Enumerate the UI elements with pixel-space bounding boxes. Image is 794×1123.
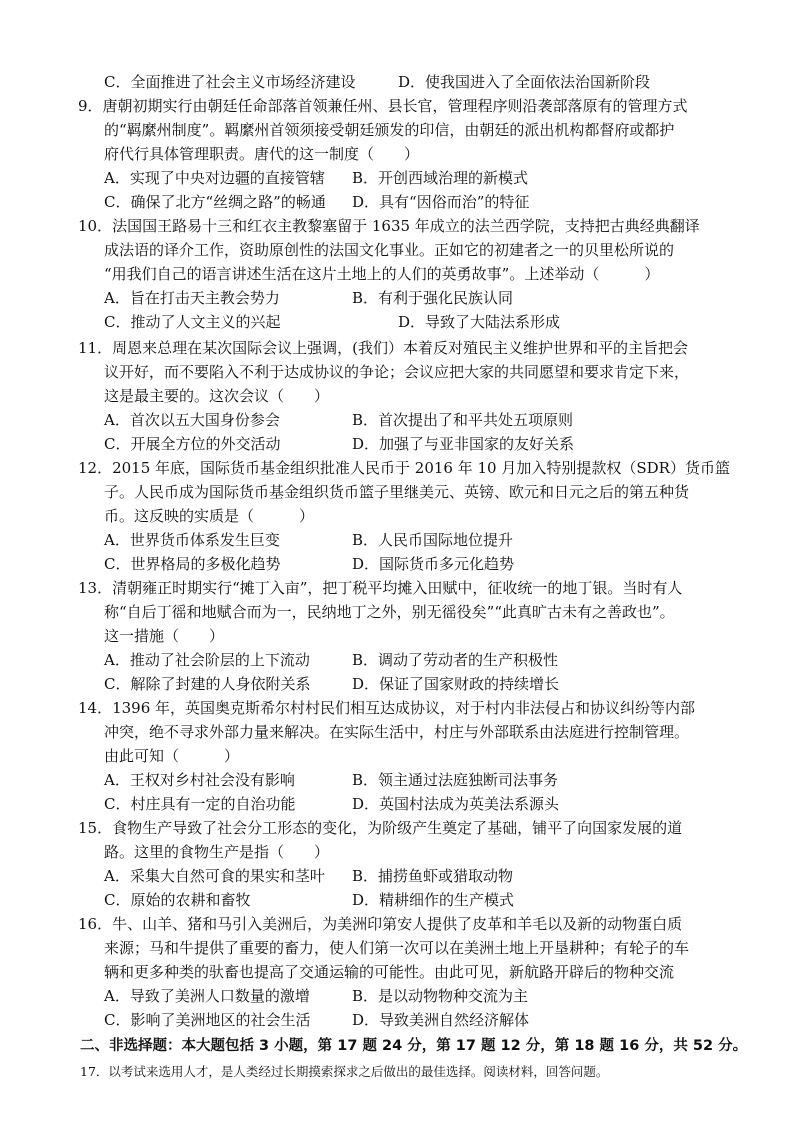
q14-option-a: A．王权对乡村社会没有影响 bbox=[104, 771, 295, 789]
q15-option-a: A．采集大自然可食的果实和茎叶 bbox=[104, 867, 325, 885]
q9-stem-line-2: 的“羁縻州制度”。羁縻州首领须接受朝廷颁发的印信，由朝廷的派出机构都督府或都护 bbox=[104, 121, 675, 139]
q15-option-c: C．原始的农耕和畜牧 bbox=[104, 891, 251, 909]
q12-option-c: C．世界格局的多极化趋势 bbox=[104, 555, 281, 573]
q13-option-b: B．调动了劳动者的生产积极性 bbox=[352, 651, 559, 669]
q10-stem-line-1: 10．法国国王路易十三和红衣主教黎塞留于 1635 年成立的法兰西学院，支持把古典经典翻译 bbox=[78, 217, 700, 235]
q10-stem-line-2: 成法语的译介工作，资助原创性的法国文化事业。正如它的初建者之一的贝里松所说的 bbox=[104, 241, 675, 259]
q11-option-c: C．开展全方位的外交活动 bbox=[104, 435, 281, 453]
q15-stem-line-1: 15．食物生产导致了社会分工形态的变化，为阶级产生奠定了基础，铺平了向国家发展的道 bbox=[78, 819, 683, 837]
q16-option-a: A．导致了美洲人口数量的激增 bbox=[104, 987, 310, 1005]
q16-option-c: C．影响了美洲地区的社会生活 bbox=[104, 1011, 311, 1029]
q9-option-b: B．开创西域治理的新模式 bbox=[352, 169, 529, 187]
q12-option-b: B．人民币国际地位提升 bbox=[352, 531, 514, 549]
q11-option-d: D．加强了与亚非国家的友好关系 bbox=[352, 435, 575, 453]
q16-stem-line-1: 16．牛、山羊、猪和马引入美洲后，为美洲印第安人提供了皮革和羊毛以及新的动物蛋白质 bbox=[78, 915, 683, 933]
q11-option-b: B．首次提出了和平共处五项原则 bbox=[352, 411, 574, 429]
q12-stem-line-3: 币。这反映的实质是（ ） bbox=[104, 507, 315, 525]
q16-option-b: B．是以动物物种交流为主 bbox=[352, 987, 529, 1005]
q14-stem-line-1: 14．1396 年，英国奥克斯希尔村村民们相互达成协议，对于村内非法侵占和协议纠纷等内部 bbox=[78, 699, 696, 717]
q8-option-d: D．使我国进入了全面依法治国新阶段 bbox=[398, 73, 651, 91]
q11-stem-line-1: 11．周恩来总理在某次国际会议上强调，(我们）本着反对殖民主义维护世界和平的主旨把会 bbox=[78, 339, 688, 357]
q10-option-d: D．导致了大陆法系形成 bbox=[398, 313, 561, 331]
q13-option-d: D．保证了国家财政的持续增长 bbox=[352, 675, 560, 693]
q15-option-d: D．精耕细作的生产模式 bbox=[352, 891, 515, 909]
q10-stem-line-3: “用我们自己的语言讲述生活在这片土地上的人们的英勇故事”。上述举动（ ） bbox=[104, 265, 660, 283]
q14-stem-line-2: 冲突，绝不寻求外部力量来解决。在实际生活中，村庄与外部联系由法庭进行控制管理。 bbox=[104, 723, 690, 741]
q15-option-b: B．捕捞鱼虾或猎取动物 bbox=[352, 867, 514, 885]
q13-stem-line-2: 称“自后丁徭和地赋合而为一，民纳地丁之外，别无徭役矣”“此真旷古未有之善政也”。 bbox=[104, 603, 675, 621]
q10-option-a: A．旨在打击天主教会势力 bbox=[104, 289, 280, 307]
q17-intro: 17．以考试来选用人才，是人类经过长期摸索探求之后做出的最佳选择。阅读材料，回答问题。 bbox=[80, 1064, 609, 1079]
q14-stem-line-3: 由此可知（ ） bbox=[104, 747, 240, 765]
q14-option-b: B．领主通过法庭独断司法事务 bbox=[352, 771, 559, 789]
q10-option-b: B．有利于强化民族认同 bbox=[352, 289, 514, 307]
q8-option-c: C．全面推进了社会主义市场经济建设 bbox=[104, 73, 356, 91]
q13-option-c: C．解除了封建的人身依附关系 bbox=[104, 675, 311, 693]
q12-stem-line-1: 12．2015 年底，国际货币基金组织批准人民币于 2016 年 10 月加入特别提款权（SDR）货币篮 bbox=[78, 459, 730, 477]
q13-stem-line-1: 13．清朝雍正时期实行“摊丁入亩”，把丁税平均摊入田赋中，征收统一的地丁银。当时有人 bbox=[78, 579, 683, 597]
q12-option-d: D．国际货币多元化趋势 bbox=[352, 555, 515, 573]
q14-option-d: D．英国村法成为英美法系源头 bbox=[352, 795, 560, 813]
q13-option-a: A．推动了社会阶层的上下流动 bbox=[104, 651, 310, 669]
q12-option-a: A．世界货币体系发生巨变 bbox=[104, 531, 280, 549]
q16-option-d: D．导致美洲自然经济解体 bbox=[352, 1011, 530, 1029]
q10-option-c: C．推动了人文主义的兴起 bbox=[104, 313, 281, 331]
q9-option-a: A．实现了中央对边疆的直接管辖 bbox=[104, 169, 325, 187]
section-2-heading: 二、非选择题：本大题包括 3 小题，第 17 题 24 分，第 17 题 12 分，第 18 题 16 分，共 52 分。 bbox=[80, 1038, 748, 1054]
q13-stem-line-3: 这一措施（ ） bbox=[104, 627, 225, 645]
q12-stem-line-2: 子。人民币成为国际货币基金组织货币篮子里继美元、英镑、欧元和日元之后的第五种货 bbox=[104, 483, 690, 501]
q14-option-c: C．村庄具有一定的自治功能 bbox=[104, 795, 296, 813]
q9-stem-line-3: 府代行具体管理职责。唐代的这一制度（ ） bbox=[104, 145, 420, 163]
q9-stem-line-1: 9．唐朝初期实行由朝廷任命部落首领兼任州、县长官，管理程序则沿袭部落原有的管理方式 bbox=[78, 97, 688, 115]
q11-stem-line-3: 这是最主要的。这次会议（ ） bbox=[104, 387, 330, 405]
q11-stem-line-2: 议开好，而不要陷入不利于达成协议的争论；会议应把大家的共同愿望和要求肯定下来， bbox=[104, 363, 690, 381]
q16-stem-line-2: 来源；马和牛提供了重要的畜力，使人们第一次可以在美洲土地上开垦耕种；有轮子的车 bbox=[104, 939, 690, 957]
q9-option-c: C．确保了北方“丝绸之路”的畅通 bbox=[104, 193, 326, 211]
q16-stem-line-3: 辆和更多种类的驮畜也提高了交通运输的可能性。由此可见，新航路开辟后的物种交流 bbox=[104, 963, 675, 981]
q9-option-d: D．具有“因俗而治”的特征 bbox=[352, 193, 530, 211]
q15-stem-line-2: 路。这里的食物生产是指（ ） bbox=[104, 843, 330, 861]
q11-option-a: A．首次以五大国身份参会 bbox=[104, 411, 280, 429]
